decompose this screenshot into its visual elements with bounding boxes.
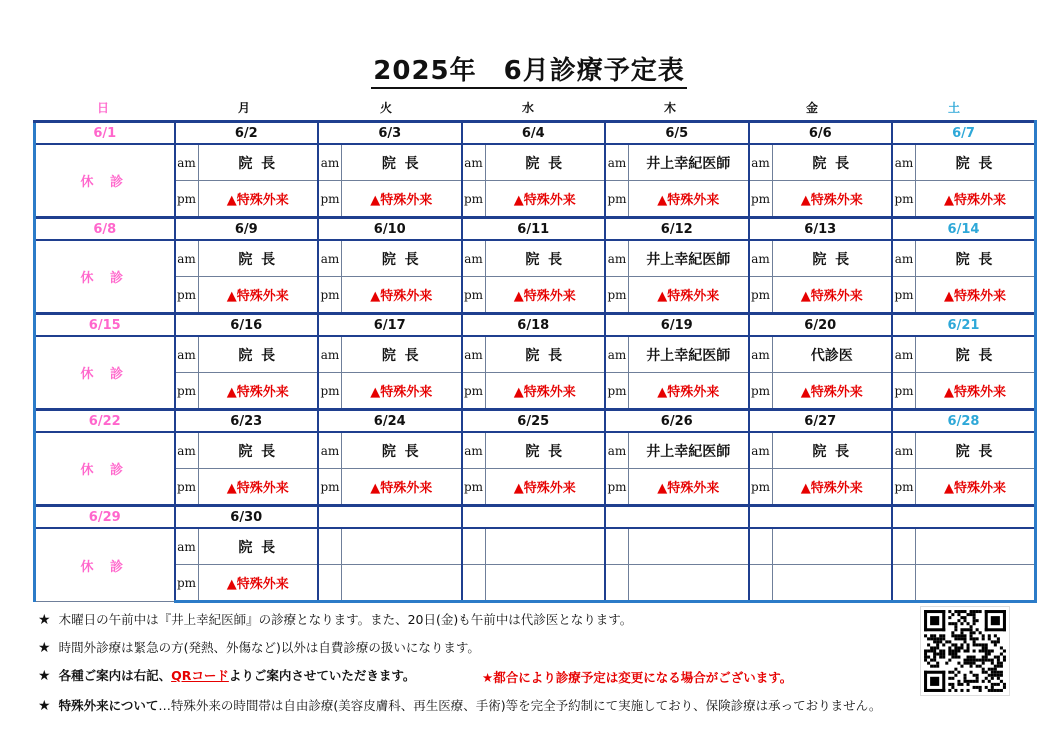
am-label: am — [605, 144, 629, 181]
pm-special-clinic: ▲特殊外来 — [198, 469, 318, 506]
am-label: am — [175, 240, 199, 277]
pm-label: pm — [605, 469, 629, 506]
am-doctor: 院 長 — [485, 336, 605, 373]
pm-special-clinic: ▲特殊外来 — [772, 469, 892, 506]
am-doctor: 院 長 — [916, 144, 1036, 181]
note-schedule-change: ★都合により診療予定は変更になる場合がございます。 — [482, 670, 793, 685]
date-cell: 6/13 — [749, 218, 893, 241]
pm-special-clinic: ▲特殊外来 — [629, 469, 749, 506]
schedule-table — [33, 120, 1037, 603]
pm-special-clinic: ▲特殊外来 — [485, 373, 605, 410]
pm-special-clinic: ▲特殊外来 — [342, 181, 462, 218]
am-label — [318, 528, 342, 565]
pm-label: pm — [462, 277, 486, 314]
am-label: am — [318, 240, 342, 277]
am-doctor: 院 長 — [485, 240, 605, 277]
date-cell: 6/15 — [35, 314, 175, 337]
date-cell — [749, 506, 893, 529]
date-cell: 6/16 — [175, 314, 319, 337]
date-cell: 6/19 — [605, 314, 749, 337]
am-doctor: 院 長 — [485, 432, 605, 469]
am-doctor: 院 長 — [342, 144, 462, 181]
pm-label: pm — [318, 277, 342, 314]
am-row — [35, 432, 1036, 469]
closed-cell: 休 診 — [35, 528, 175, 602]
pm-special-clinic: ▲特殊外来 — [342, 373, 462, 410]
date-cell: 6/2 — [175, 122, 319, 145]
am-label: am — [175, 432, 199, 469]
date-cell: 6/18 — [462, 314, 606, 337]
pm-special-clinic: ▲特殊外来 — [198, 181, 318, 218]
note-special-label: 特殊外来について — [58, 698, 159, 713]
date-cell: 6/25 — [462, 410, 606, 433]
empty-cell — [342, 565, 462, 602]
pm-label: pm — [749, 181, 773, 218]
page-title: 2025年 6月診療予定表 — [0, 50, 1058, 87]
pm-label: pm — [892, 181, 916, 218]
pm-label: pm — [605, 277, 629, 314]
date-cell — [462, 506, 606, 529]
am-label — [892, 528, 916, 565]
am-doctor: 院 長 — [198, 336, 318, 373]
am-label — [605, 528, 629, 565]
pm-label: pm — [892, 373, 916, 410]
pm-label: pm — [749, 373, 773, 410]
am-label: am — [462, 336, 486, 373]
am-row — [35, 144, 1036, 181]
pm-label: pm — [175, 565, 199, 602]
am-label: am — [462, 240, 486, 277]
weekday-6: 土 — [947, 101, 960, 115]
pm-special-clinic: ▲特殊外来 — [916, 469, 1036, 506]
pm-label — [749, 565, 773, 602]
pm-label: pm — [175, 469, 199, 506]
am-doctor: 院 長 — [342, 336, 462, 373]
am-label: am — [892, 432, 916, 469]
date-cell — [318, 506, 462, 529]
pm-label: pm — [749, 469, 773, 506]
am-row — [35, 528, 1036, 565]
am-doctor: 院 長 — [198, 432, 318, 469]
note-text: 時間外診療は緊急の方(発熱、外傷など)以外は自費診療の扱いになります。 — [58, 640, 480, 655]
pm-row — [35, 565, 1036, 602]
pm-special-clinic: ▲特殊外来 — [485, 277, 605, 314]
date-cell: 6/9 — [175, 218, 319, 241]
pm-special-clinic: ▲特殊外来 — [198, 565, 318, 602]
am-label: am — [605, 432, 629, 469]
weekday-5: 金 — [805, 101, 818, 115]
am-label: am — [892, 336, 916, 373]
qr-code-icon[interactable] — [920, 606, 1010, 696]
am-doctor: 院 長 — [772, 432, 892, 469]
date-cell: 6/1 — [35, 122, 175, 145]
pm-special-clinic: ▲特殊外来 — [916, 277, 1036, 314]
am-doctor: 院 長 — [772, 240, 892, 277]
weekday-3: 水 — [521, 101, 534, 115]
note-guidance-label: 各種ご案内 — [58, 668, 122, 683]
date-cell: 6/27 — [749, 410, 893, 433]
pm-label — [892, 565, 916, 602]
weekday-0: 日 — [96, 101, 109, 115]
am-doctor: 井上幸紀医師 — [629, 432, 749, 469]
note-after-hours — [38, 638, 480, 656]
date-cell: 6/28 — [892, 410, 1036, 433]
am-doctor: 井上幸紀医師 — [629, 144, 749, 181]
am-doctor: 院 長 — [342, 240, 462, 277]
pm-special-clinic: ▲特殊外来 — [916, 373, 1036, 410]
am-doctor: 院 長 — [916, 336, 1036, 373]
date-row — [35, 218, 1036, 241]
note-special-clinic — [38, 696, 881, 714]
date-cell: 6/7 — [892, 122, 1036, 145]
pm-special-clinic: ▲特殊外来 — [629, 373, 749, 410]
date-cell: 6/17 — [318, 314, 462, 337]
date-row — [35, 410, 1036, 433]
empty-cell — [772, 528, 892, 565]
am-doctor: 井上幸紀医師 — [629, 336, 749, 373]
date-cell: 6/3 — [318, 122, 462, 145]
pm-label: pm — [749, 277, 773, 314]
am-doctor: 院 長 — [916, 240, 1036, 277]
am-doctor: 院 長 — [198, 144, 318, 181]
closed-cell: 休 診 — [35, 144, 175, 218]
am-label: am — [318, 432, 342, 469]
am-doctor: 代診医 — [772, 336, 892, 373]
empty-cell — [772, 565, 892, 602]
star-icon: ★ — [38, 640, 51, 656]
date-cell: 6/24 — [318, 410, 462, 433]
pm-special-clinic: ▲特殊外来 — [342, 469, 462, 506]
pm-label: pm — [318, 469, 342, 506]
star-icon: ★ — [38, 612, 51, 628]
am-doctor: 院 長 — [916, 432, 1036, 469]
date-cell: 6/6 — [749, 122, 893, 145]
date-cell: 6/14 — [892, 218, 1036, 241]
pm-special-clinic: ▲特殊外来 — [772, 277, 892, 314]
date-cell: 6/20 — [749, 314, 893, 337]
pm-label: pm — [462, 181, 486, 218]
pm-label: pm — [175, 181, 199, 218]
am-label: am — [318, 336, 342, 373]
date-cell: 6/11 — [462, 218, 606, 241]
pm-label — [462, 565, 486, 602]
date-cell: 6/23 — [175, 410, 319, 433]
date-cell — [605, 506, 749, 529]
am-row — [35, 336, 1036, 373]
date-cell: 6/10 — [318, 218, 462, 241]
pm-row — [35, 277, 1036, 314]
am-label: am — [892, 144, 916, 181]
am-label: am — [462, 432, 486, 469]
pm-label: pm — [892, 469, 916, 506]
pm-special-clinic: ▲特殊外来 — [485, 469, 605, 506]
pm-label — [605, 565, 629, 602]
star-icon: ★ — [38, 698, 51, 714]
date-cell — [892, 506, 1036, 529]
pm-special-clinic: ▲特殊外来 — [198, 373, 318, 410]
date-cell: 6/12 — [605, 218, 749, 241]
date-cell: 6/21 — [892, 314, 1036, 337]
pm-special-clinic: ▲特殊外来 — [629, 277, 749, 314]
pm-label: pm — [462, 469, 486, 506]
am-label: am — [749, 432, 773, 469]
empty-cell — [916, 528, 1036, 565]
am-doctor: 院 長 — [342, 432, 462, 469]
date-cell: 6/26 — [605, 410, 749, 433]
pm-label: pm — [605, 373, 629, 410]
empty-cell — [485, 565, 605, 602]
weekday-4: 木 — [663, 101, 676, 115]
am-label: am — [175, 144, 199, 181]
empty-cell — [342, 528, 462, 565]
empty-cell — [629, 565, 749, 602]
date-cell: 6/29 — [35, 506, 175, 529]
pm-label — [318, 565, 342, 602]
date-row — [35, 122, 1036, 145]
am-label — [749, 528, 773, 565]
star-icon: ★ — [38, 668, 51, 684]
date-cell: 6/4 — [462, 122, 606, 145]
weekday-1: 月 — [237, 101, 250, 115]
pm-row — [35, 469, 1036, 506]
am-label: am — [892, 240, 916, 277]
am-doctor: 井上幸紀医師 — [629, 240, 749, 277]
pm-special-clinic: ▲特殊外来 — [342, 277, 462, 314]
am-label: am — [175, 528, 199, 565]
pm-special-clinic: ▲特殊外来 — [916, 181, 1036, 218]
note-text: よりご案内させていただきます。 — [228, 668, 416, 683]
pm-special-clinic: ▲特殊外来 — [629, 181, 749, 218]
am-label: am — [462, 144, 486, 181]
pm-special-clinic: ▲特殊外来 — [772, 181, 892, 218]
am-doctor: 院 長 — [772, 144, 892, 181]
pm-label: pm — [175, 373, 199, 410]
pm-special-clinic: ▲特殊外来 — [485, 181, 605, 218]
am-label: am — [605, 240, 629, 277]
note-thursday — [38, 610, 632, 628]
am-label: am — [749, 144, 773, 181]
note-text: …特殊外来の時間帯は自由診療(美容皮膚科、再生医療、手術)等を完全予約制にて実施しており、保険診療は承っておりません。 — [158, 698, 882, 713]
note-guidance — [38, 666, 415, 684]
pm-special-clinic: ▲特殊外来 — [198, 277, 318, 314]
am-label: am — [749, 240, 773, 277]
am-doctor: 院 長 — [485, 144, 605, 181]
pm-label: pm — [462, 373, 486, 410]
am-label — [462, 528, 486, 565]
date-cell: 6/8 — [35, 218, 175, 241]
pm-row — [35, 181, 1036, 218]
closed-cell: 休 診 — [35, 240, 175, 314]
pm-row — [35, 373, 1036, 410]
empty-cell — [916, 565, 1036, 602]
empty-cell — [629, 528, 749, 565]
am-label: am — [749, 336, 773, 373]
pm-label: pm — [605, 181, 629, 218]
am-row — [35, 240, 1036, 277]
closed-cell: 休 診 — [35, 336, 175, 410]
date-cell: 6/5 — [605, 122, 749, 145]
date-row — [35, 506, 1036, 529]
date-row — [35, 314, 1036, 337]
pm-label: pm — [892, 277, 916, 314]
note-text: は右記、 — [121, 668, 172, 683]
am-label: am — [175, 336, 199, 373]
pm-label: pm — [318, 373, 342, 410]
pm-label: pm — [175, 277, 199, 314]
pm-special-clinic: ▲特殊外来 — [772, 373, 892, 410]
date-cell: 6/22 — [35, 410, 175, 433]
date-cell: 6/30 — [175, 506, 319, 529]
am-doctor: 院 長 — [198, 240, 318, 277]
closed-cell: 休 診 — [35, 432, 175, 506]
note-text: 木曜日の午前中は『井上幸紀医師』の診療となります。また、20日(金)も午前中は代診医となります。 — [58, 612, 633, 627]
empty-cell — [485, 528, 605, 565]
weekday-2: 火 — [379, 101, 392, 115]
pm-label: pm — [318, 181, 342, 218]
am-label: am — [605, 336, 629, 373]
am-label: am — [318, 144, 342, 181]
qr-code-link[interactable]: QRコード — [171, 668, 229, 683]
am-doctor: 院 長 — [198, 528, 318, 565]
